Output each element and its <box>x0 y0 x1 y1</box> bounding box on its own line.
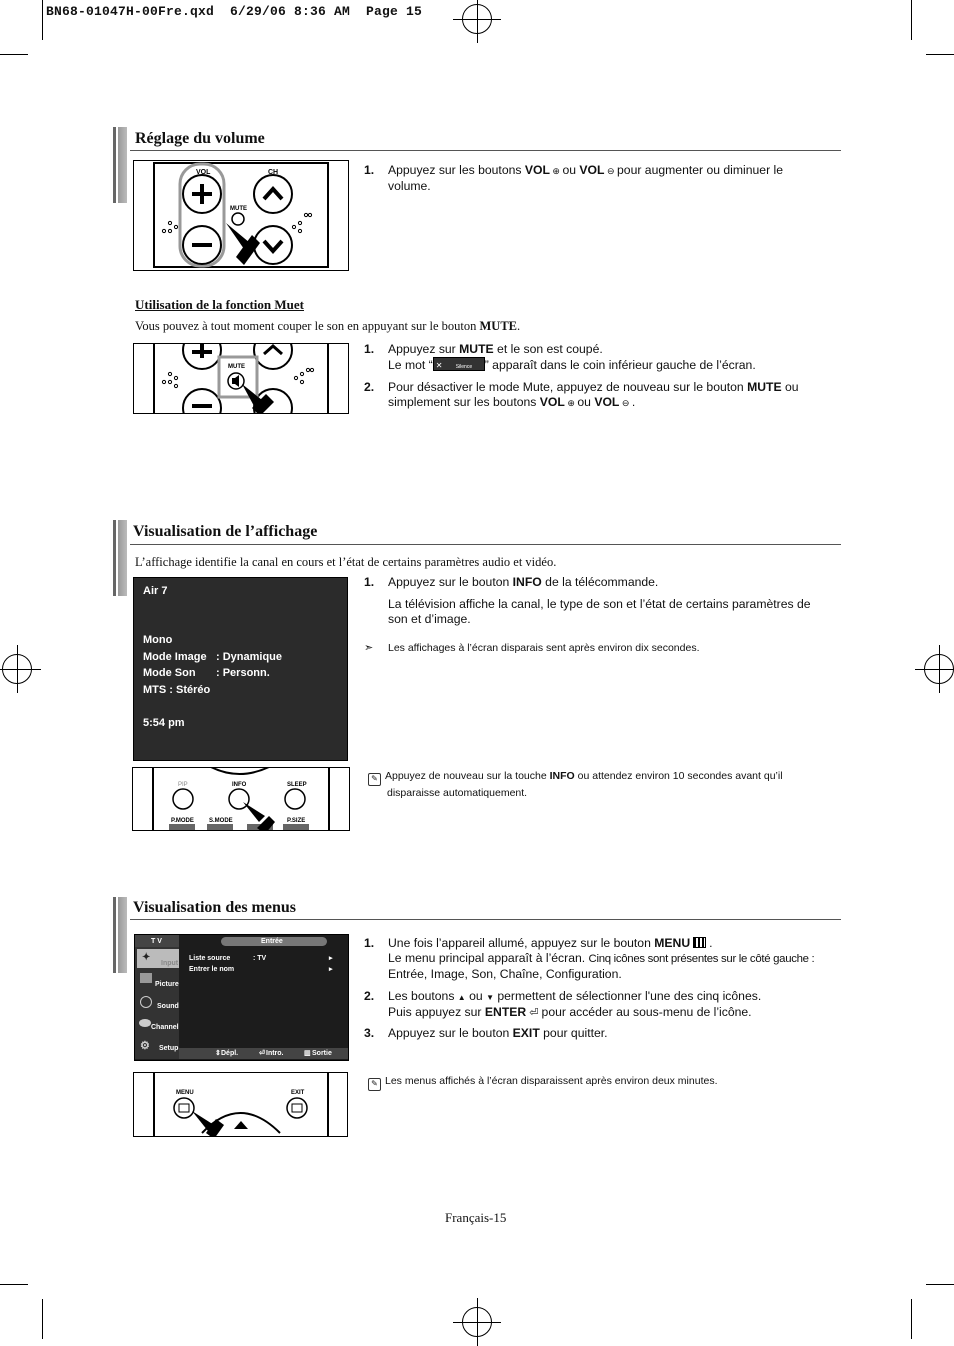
or-text: ou <box>469 989 483 1003</box>
menu-entree-label: Entrée <box>261 938 283 945</box>
menu-tv-label: T V <box>151 938 162 945</box>
registration-mark <box>2 654 32 684</box>
crop-mark <box>926 54 954 55</box>
enter-icon: ⏎ <box>259 1050 265 1057</box>
step-text: ou <box>781 380 799 394</box>
crop-mark <box>42 0 43 40</box>
step-text: Entrée, Image, Son, Chaîne, Configuration. <box>388 967 622 981</box>
silence-word: Silence <box>455 364 473 370</box>
menu-row-source-label[interactable]: Liste source <box>189 955 231 962</box>
step-number: 1. <box>364 575 375 589</box>
menu-footer-move: Dépl. <box>221 1050 239 1057</box>
step-text: Appuyez sur le bouton <box>388 1026 513 1040</box>
remote-info-illustration <box>133 768 349 830</box>
main-menu-osd <box>134 934 349 1061</box>
remote-mute-image <box>133 343 349 414</box>
crop-mark <box>911 0 912 40</box>
registration-mark <box>462 1307 492 1337</box>
osd-time: 5:54 pm <box>143 717 185 729</box>
mute-label: MUTE <box>228 364 245 370</box>
plus-circle-icon: ⊕ <box>564 398 578 408</box>
osd-mode-son-label: Mode Son <box>143 667 196 679</box>
display-note <box>368 769 838 800</box>
exit-icon: ▥ <box>304 1050 311 1057</box>
move-arrows-icon: ⇕ <box>215 1050 221 1057</box>
osd-mono: Mono <box>143 634 173 646</box>
mute-word: MUTE <box>459 342 494 356</box>
chevron-right-icon: ▸ <box>329 966 333 973</box>
step-text: permettent de sélectionner l'une des cinq icônes. <box>493 989 762 1003</box>
step-text: et le son est coupé. <box>493 342 603 356</box>
menu-footer-exit: Sortie <box>312 1050 332 1057</box>
step-text: ” apparaît dans le coin inférieur gauche de l’écran. <box>484 358 756 372</box>
menu-label: MENU <box>176 1090 194 1096</box>
pmode-label: P.MODE <box>171 818 194 824</box>
info-osd-screen <box>133 577 348 761</box>
note-text: Les menus affichés à l’écran disparaissent après environ deux minutes. <box>385 1075 718 1087</box>
note-text: Appuyez de nouveau sur la touche <box>385 770 550 782</box>
note-icon: ✎ <box>368 773 381 786</box>
section-bar <box>113 127 127 203</box>
menu-footer-enter: Intro. <box>266 1050 284 1057</box>
minus-circle-icon: ⊖ <box>619 398 632 408</box>
smode-label: S.MODE <box>209 818 233 824</box>
chevron-right-icon: ▸ <box>329 955 333 962</box>
remote-menu-illustration <box>134 1073 347 1136</box>
vol-plus-label: VOL <box>539 395 565 409</box>
step-number: 1. <box>364 342 375 356</box>
mute-speaker-icon: ✕ <box>435 361 443 370</box>
intro-text: Vous pouvez à tout moment couper le son en appuyant sur le bouton <box>135 319 480 333</box>
up-triangle-icon: ▲ <box>457 993 466 1002</box>
step-text: . <box>709 936 713 950</box>
step-text: pour accéder au sous-menu de l’icône. <box>541 1005 752 1019</box>
pip-label: PIP <box>178 782 188 788</box>
step-text: son et d’image. <box>388 612 471 626</box>
display-intro: L’affichage identifie la canal en cours et l’état de certains paramètres audio et vidéo. <box>135 555 557 569</box>
step-text: Le menu principal apparaît à l’écran. <box>388 951 589 965</box>
osd-mode-image-label: Mode Image <box>143 651 207 663</box>
menu-row-name-label[interactable]: Entrer le nom <box>189 966 235 973</box>
vol-minus-label: VOL <box>594 395 620 409</box>
page-footer: Français-15 <box>445 1210 507 1225</box>
file-header: BN68-01047H-00Fre.qxd 6/29/06 8:36 AM Page 15 <box>46 4 423 19</box>
section-title-volume: Réglage du volume <box>135 130 265 147</box>
step-text: Les boutons <box>388 989 458 1003</box>
step-text: simplement sur les boutons <box>388 395 540 409</box>
osd-mts: MTS : Stéréo <box>143 684 211 696</box>
sidebar-item-channel[interactable]: Channel <box>151 1024 179 1031</box>
note-icon: ✎ <box>368 1078 381 1091</box>
mute-word: MUTE <box>747 380 782 394</box>
crop-mark <box>42 1299 43 1339</box>
step-text: Cinq icônes sont présentes sur le côté gauche : <box>588 953 815 965</box>
step-number: 2. <box>364 380 375 394</box>
step-number: 1. <box>364 936 375 950</box>
intro-end: . <box>517 319 521 333</box>
crop-mark <box>911 1299 912 1339</box>
menu-icon <box>693 937 706 948</box>
vol-label: VOL <box>196 169 211 176</box>
picture-icon <box>140 973 152 983</box>
tip-arrow-icon: ➣ <box>364 642 374 654</box>
mute-intro <box>135 319 520 334</box>
sidebar-item-picture[interactable]: Picture <box>155 981 179 988</box>
mute-label: MUTE <box>230 206 247 212</box>
step-text: Puis appuyez sur <box>388 1005 485 1019</box>
psize-label: P.SIZE <box>287 818 306 824</box>
note-text: disparaisse automatiquement. <box>387 787 528 799</box>
osd-mode-image-value: : Dynamique <box>216 651 283 663</box>
sidebar-item-setup[interactable]: Setup <box>159 1045 179 1052</box>
step-number: 3. <box>364 1026 375 1040</box>
crop-mark <box>0 54 28 55</box>
crop-mark <box>0 1284 28 1285</box>
crop-mark <box>926 1284 954 1285</box>
step-text: pour augmenter ou diminuer le <box>617 163 784 177</box>
remote-mute-illustration <box>134 344 348 413</box>
step-text: Une fois l’appareil allumé, appuyez sur le bouton <box>388 936 655 950</box>
step-text: pour quitter. <box>539 1026 608 1040</box>
silence-osd-badge <box>433 357 485 371</box>
note-text: ou attendez environ 10 secondes avant qu’il <box>574 770 783 782</box>
section-bar <box>113 897 127 973</box>
sleep-label: SLEEP <box>287 782 307 788</box>
osd-mode-son-value: : Personn. <box>216 667 270 679</box>
menu-row-source-value: : TV <box>253 955 267 962</box>
step-number: 2. <box>364 989 375 1003</box>
section-rule <box>130 544 841 545</box>
menus-note <box>368 1074 838 1091</box>
sidebar-item-sound[interactable]: Sound <box>157 1003 179 1010</box>
section-rule <box>130 150 841 151</box>
step-text: Le mot “ <box>388 358 433 372</box>
remote-volume-image <box>133 160 349 271</box>
section-title-menus: Visualisation des menus <box>133 899 296 916</box>
enter-icon: ⏎ <box>526 1007 542 1019</box>
registration-mark <box>462 4 492 34</box>
menu-word: MENU <box>654 936 691 950</box>
section-rule <box>130 919 841 920</box>
or-text: ou <box>577 395 591 409</box>
step-text: La télévision affiche la canal, le type de son et l’état de certains paramètres de <box>388 597 811 611</box>
step-text: Appuyez sur le bouton <box>388 575 513 589</box>
exit-word: EXIT <box>512 1026 540 1040</box>
step-text: Appuyez sur <box>388 342 460 356</box>
ch-label: CH <box>268 169 279 176</box>
vol-minus-label: VOL <box>579 163 605 177</box>
info-label: INFO <box>232 782 247 788</box>
input-icon: ✦ <box>142 952 151 963</box>
down-triangle-icon: ▼ <box>486 993 494 1002</box>
vol-plus-label: VOL <box>524 163 550 177</box>
remote-menu-image <box>133 1072 348 1137</box>
osd-channel: Air 7 <box>143 585 168 597</box>
info-word: INFO <box>512 575 542 589</box>
enter-word: ENTER <box>484 1005 527 1019</box>
or-text: ou <box>562 163 577 177</box>
remote-volume-illustration <box>134 161 348 270</box>
intro-mute: MUTE <box>479 319 517 333</box>
section-title-display: Visualisation de l’affichage <box>133 523 318 540</box>
remote-info-image <box>132 767 350 831</box>
step-number: 1. <box>364 163 375 177</box>
tip-text: Les affichages à l’écran disparais sent après environ dix secondes. <box>388 642 700 654</box>
sidebar-item-input[interactable]: Input <box>161 960 179 967</box>
step-text: Pour désactiver le mode Mute, appuyez de nouveau sur le bouton <box>388 380 748 394</box>
plus-circle-icon: ⊕ <box>549 166 563 176</box>
step-text: . <box>631 395 636 409</box>
minus-circle-icon: ⊖ <box>604 166 618 176</box>
setup-gear-icon: ⚙ <box>140 1040 150 1052</box>
sound-icon <box>140 996 152 1008</box>
mute-subtitle: Utilisation de la fonction Muet <box>135 297 304 312</box>
section-bar <box>113 520 127 596</box>
step-text: de la télécommande. <box>541 575 659 589</box>
step-text: volume. <box>388 179 431 193</box>
registration-mark <box>924 654 954 684</box>
exit-label: EXIT <box>291 1090 305 1096</box>
info-word: INFO <box>549 770 575 782</box>
channel-icon <box>139 1019 151 1027</box>
step-text: Appuyez sur les boutons <box>388 163 525 177</box>
